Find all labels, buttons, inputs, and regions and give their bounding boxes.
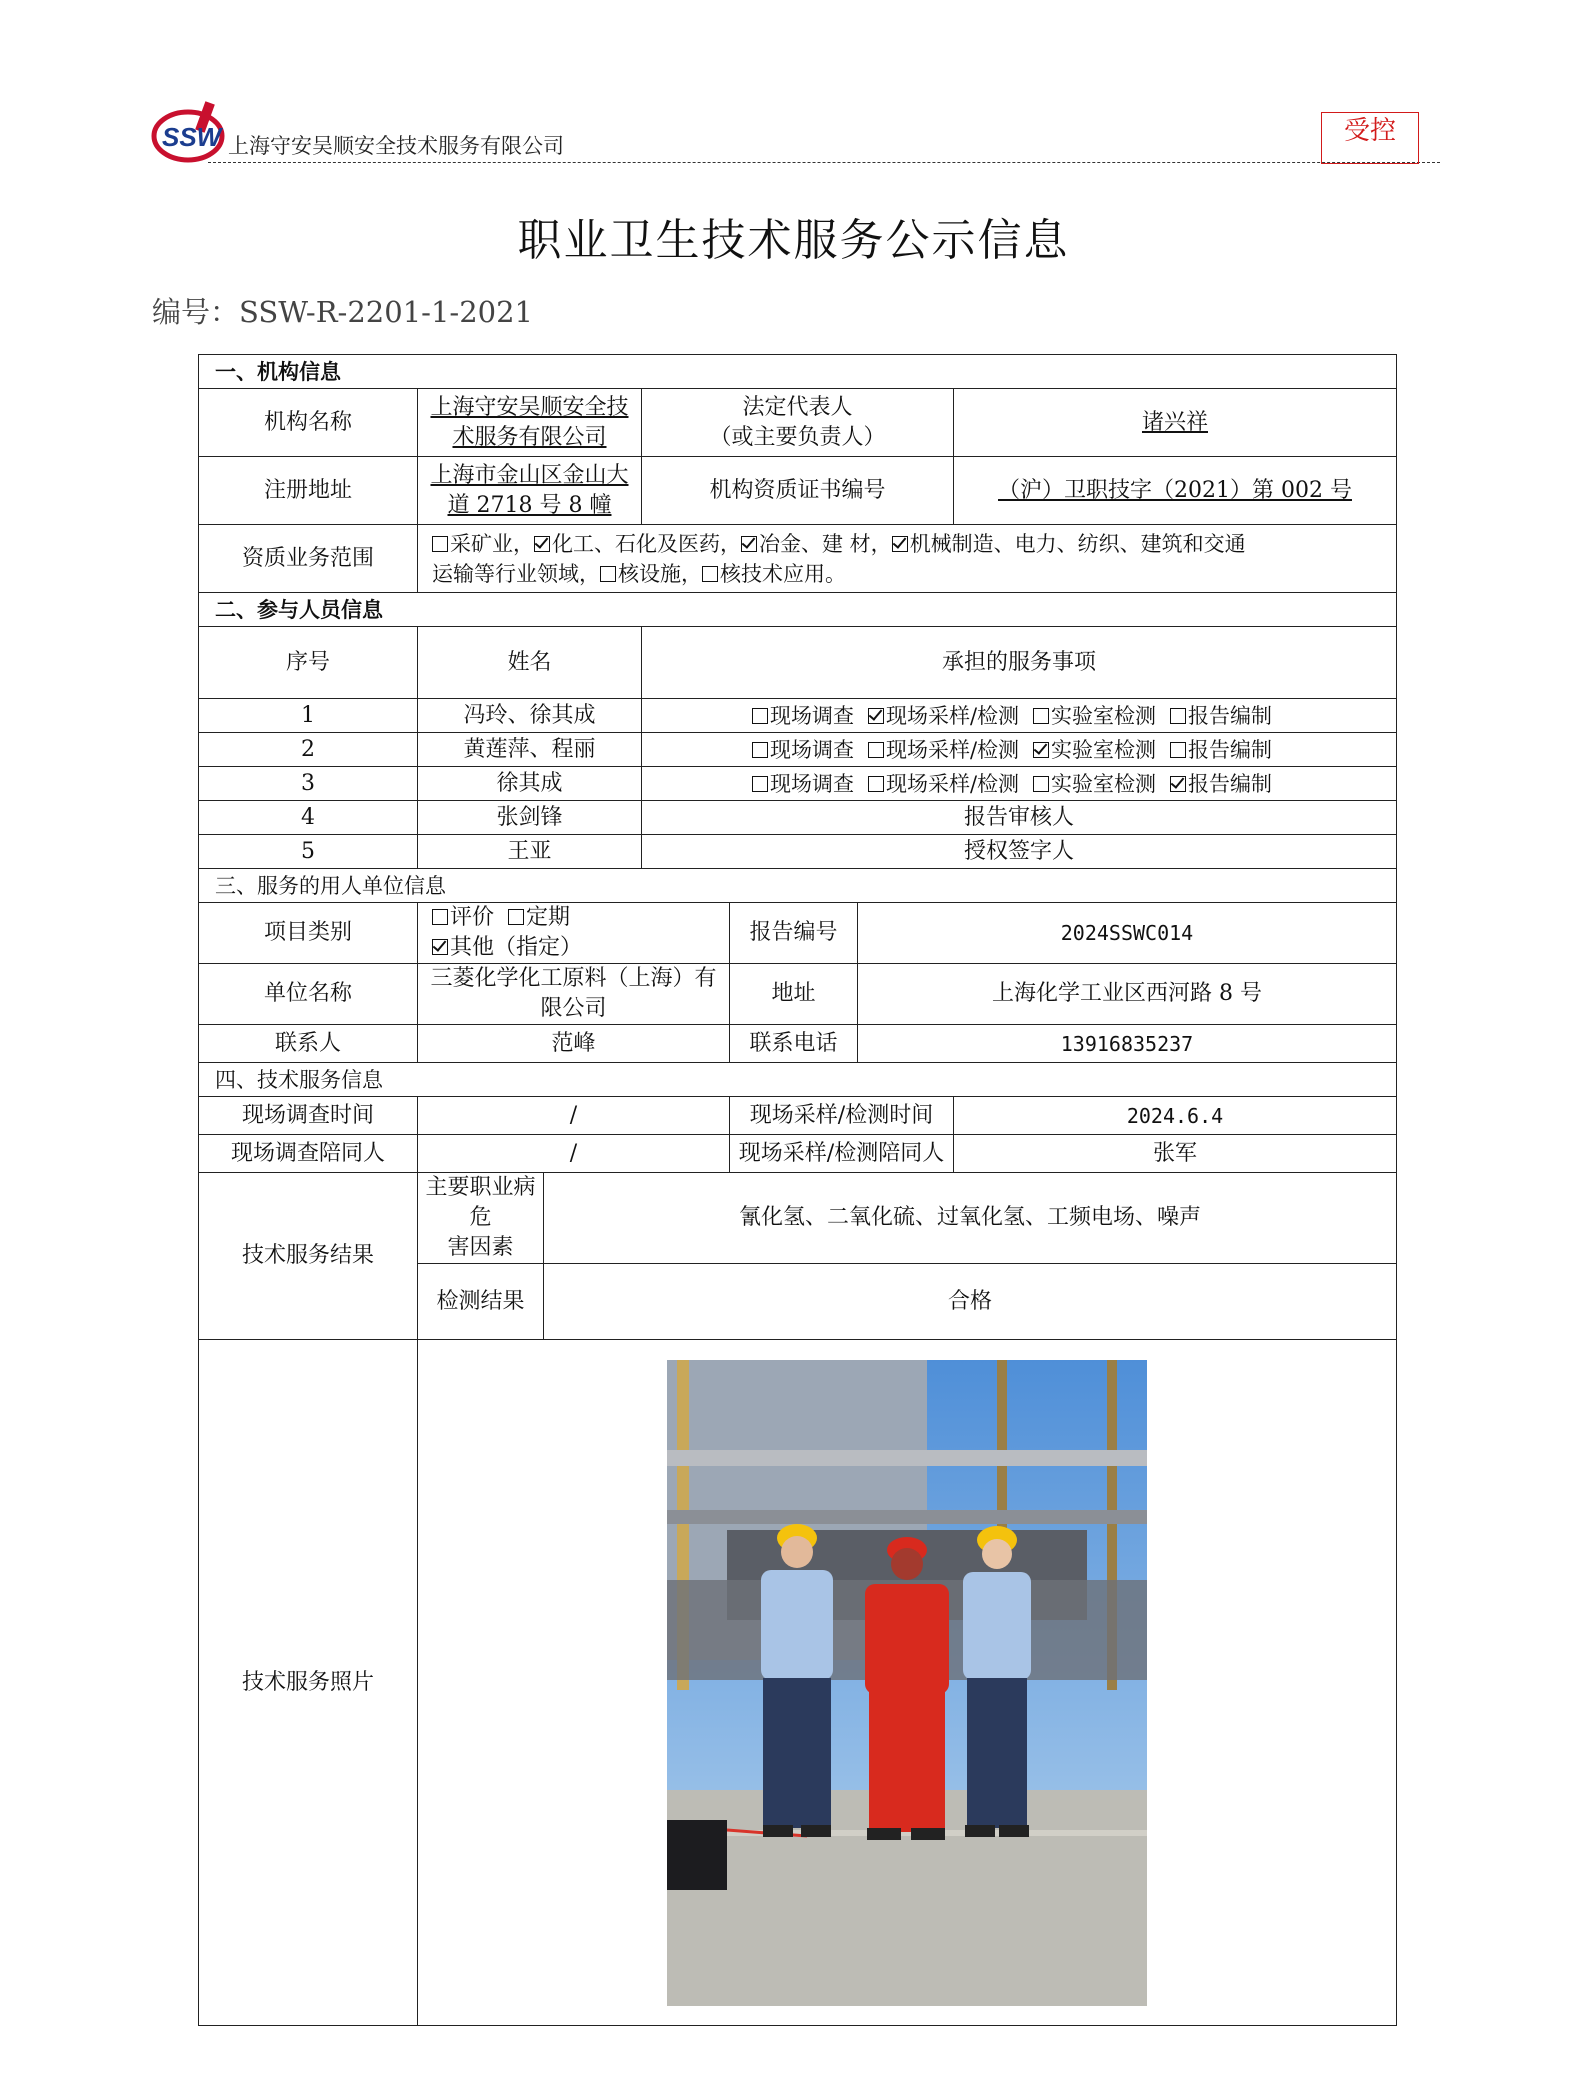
task-option: 现场采样/检测 bbox=[868, 769, 1019, 799]
scope-option: 核技术应用。 bbox=[702, 562, 846, 586]
checkbox-icon bbox=[1170, 742, 1186, 758]
scope-label: 资质业务范围 bbox=[199, 525, 418, 593]
unit-name-label: 单位名称 bbox=[199, 964, 418, 1025]
section-heading: 一、机构信息 bbox=[199, 355, 1397, 389]
col-no-header: 序号 bbox=[199, 627, 418, 699]
scope-value: 采矿业， 化工、石化及医药， 冶金、建 材， 机械制造、电力、纺织、建筑和交通 运输等行业领域， 核设施， 核技术应用。 bbox=[418, 525, 1397, 593]
checked-checkbox-icon bbox=[741, 536, 757, 552]
task-option: 实验室检测 bbox=[1033, 769, 1156, 799]
scope-option: 核设施， bbox=[600, 562, 702, 586]
table-row bbox=[199, 733, 1397, 767]
row-name: 王亚 bbox=[418, 835, 642, 869]
sample-escort-value: 张军 bbox=[954, 1135, 1397, 1173]
controlled-stamp: 受控 bbox=[1321, 112, 1419, 164]
scope-option: 机械制造、电力、纺织、建筑和交通 bbox=[892, 532, 1246, 556]
row-role: 报告审核人 bbox=[642, 801, 1397, 835]
photo-label: 技术服务照片 bbox=[199, 1340, 418, 2026]
checkbox-icon bbox=[868, 742, 884, 758]
project-type-option: 其他（指定） bbox=[432, 933, 582, 963]
checked-checkbox-icon bbox=[1033, 742, 1049, 758]
col-tasks-header: 承担的服务事项 bbox=[642, 627, 1397, 699]
survey-escort-label: 现场调查陪同人 bbox=[199, 1135, 418, 1173]
project-type-option: 定期 bbox=[508, 903, 570, 933]
task-option: 报告编制 bbox=[1170, 735, 1272, 765]
checkbox-icon bbox=[600, 566, 616, 582]
checkbox-icon bbox=[1033, 708, 1049, 724]
row-name: 张剑锋 bbox=[418, 801, 642, 835]
task-option: 现场采样/检测 bbox=[868, 701, 1019, 731]
logo-text: SSW bbox=[162, 122, 222, 152]
test-result-label: 检测结果 bbox=[418, 1264, 544, 1340]
checked-checkbox-icon bbox=[432, 939, 448, 955]
table-row bbox=[199, 767, 1397, 801]
section-heading: 二、参与人员信息 bbox=[199, 593, 1397, 627]
checkbox-icon bbox=[868, 776, 884, 792]
page-header bbox=[150, 96, 1440, 166]
checked-checkbox-icon bbox=[892, 536, 908, 552]
org-name-value: 上海守安吴顺安全技 术服务有限公司 bbox=[418, 389, 642, 457]
header-divider bbox=[208, 162, 1440, 163]
page-title: 职业卫生技术服务公示信息 bbox=[517, 215, 1070, 266]
section-heading: 四、技术服务信息 bbox=[199, 1063, 1397, 1097]
result-label: 技术服务结果 bbox=[199, 1173, 418, 1340]
checked-checkbox-icon bbox=[534, 536, 550, 552]
row-no: 4 bbox=[199, 801, 418, 835]
table-row bbox=[199, 801, 1397, 835]
row-no: 2 bbox=[199, 733, 418, 767]
row-name: 徐其成 bbox=[418, 767, 642, 801]
task-option: 报告编制 bbox=[1170, 769, 1272, 799]
unit-address-label: 地址 bbox=[730, 964, 858, 1025]
checked-checkbox-icon bbox=[1170, 776, 1186, 792]
table-row bbox=[199, 835, 1397, 869]
scope-option: 采矿业， bbox=[432, 532, 534, 556]
scope-option: 化工、石化及医药， bbox=[534, 532, 741, 556]
project-type-label: 项目类别 bbox=[199, 903, 418, 964]
row-name: 黄莲萍、程丽 bbox=[418, 733, 642, 767]
checkbox-icon bbox=[508, 909, 524, 925]
task-option: 现场调查 bbox=[752, 735, 854, 765]
survey-time-value: / bbox=[418, 1097, 730, 1135]
survey-escort-value: / bbox=[418, 1135, 730, 1173]
cert-value: （沪）卫职技字（2021）第 002 号 bbox=[954, 457, 1397, 525]
survey-time-label: 现场调查时间 bbox=[199, 1097, 418, 1135]
info-table bbox=[198, 354, 1397, 2026]
row-name: 冯玲、徐其成 bbox=[418, 699, 642, 733]
table-row bbox=[199, 699, 1397, 733]
row-tasks bbox=[642, 733, 1397, 767]
section-heading: 三、服务的用人单位信息 bbox=[199, 869, 1397, 903]
task-option: 现场调查 bbox=[752, 701, 854, 731]
checkbox-icon bbox=[432, 909, 448, 925]
photo-cell bbox=[418, 1340, 1397, 2026]
task-option: 实验室检测 bbox=[1033, 701, 1156, 731]
legal-rep-label: 法定代表人 （或主要负责人） bbox=[642, 389, 954, 457]
report-no-value: 2024SSWC014 bbox=[858, 903, 1397, 964]
row-no: 5 bbox=[199, 835, 418, 869]
unit-address-value: 上海化学工业区西河路 8 号 bbox=[858, 964, 1397, 1025]
scope-option: 冶金、建 材， bbox=[741, 532, 892, 556]
checkbox-icon bbox=[752, 776, 768, 792]
task-option: 报告编制 bbox=[1170, 701, 1272, 731]
checkbox-icon bbox=[432, 536, 448, 552]
company-name: 上海守安吴顺安全技术服务有限公司 bbox=[228, 134, 564, 158]
document-number: 编号：SSW-R-2201-1-2021 bbox=[152, 295, 534, 329]
task-option: 现场采样/检测 bbox=[868, 735, 1019, 765]
row-no: 1 bbox=[199, 699, 418, 733]
task-option: 现场调查 bbox=[752, 769, 854, 799]
row-no: 3 bbox=[199, 767, 418, 801]
row-tasks bbox=[642, 699, 1397, 733]
checkbox-icon bbox=[702, 566, 718, 582]
checkbox-icon bbox=[1033, 776, 1049, 792]
sample-time-label: 现场采样/检测时间 bbox=[730, 1097, 954, 1135]
checkbox-icon bbox=[752, 708, 768, 724]
project-type-option: 评价 bbox=[432, 903, 494, 933]
phone-value: 13916835237 bbox=[858, 1025, 1397, 1063]
checkbox-icon bbox=[752, 742, 768, 758]
cert-label: 机构资质证书编号 bbox=[642, 457, 954, 525]
sample-escort-label: 现场采样/检测陪同人 bbox=[730, 1135, 954, 1173]
sample-time-value: 2024.6.4 bbox=[954, 1097, 1397, 1135]
contact-label: 联系人 bbox=[199, 1025, 418, 1063]
address-label: 注册地址 bbox=[199, 457, 418, 525]
phone-label: 联系电话 bbox=[730, 1025, 858, 1063]
row-tasks bbox=[642, 767, 1397, 801]
project-type-value bbox=[418, 903, 730, 964]
col-name-header: 姓名 bbox=[418, 627, 642, 699]
unit-name-value: 三菱化学化工原料（上海）有限公司 bbox=[418, 964, 730, 1025]
org-name-label: 机构名称 bbox=[199, 389, 418, 457]
checkbox-icon bbox=[1170, 708, 1186, 724]
hazard-label: 主要职业病危 害因素 bbox=[418, 1173, 544, 1264]
legal-rep-value: 诸兴祥 bbox=[954, 389, 1397, 457]
report-no-label: 报告编号 bbox=[730, 903, 858, 964]
checked-checkbox-icon bbox=[868, 708, 884, 724]
test-result-value: 合格 bbox=[544, 1264, 1397, 1340]
row-role: 授权签字人 bbox=[642, 835, 1397, 869]
contact-value: 范峰 bbox=[418, 1025, 730, 1063]
service-photo bbox=[667, 1360, 1147, 2006]
hazard-value: 氰化氢、二氧化硫、过氧化氢、工频电场、噪声 bbox=[544, 1173, 1397, 1264]
company-logo bbox=[150, 96, 232, 166]
address-value: 上海市金山区金山大 道 2718 号 8 幢 bbox=[418, 457, 642, 525]
task-option: 实验室检测 bbox=[1033, 735, 1156, 765]
